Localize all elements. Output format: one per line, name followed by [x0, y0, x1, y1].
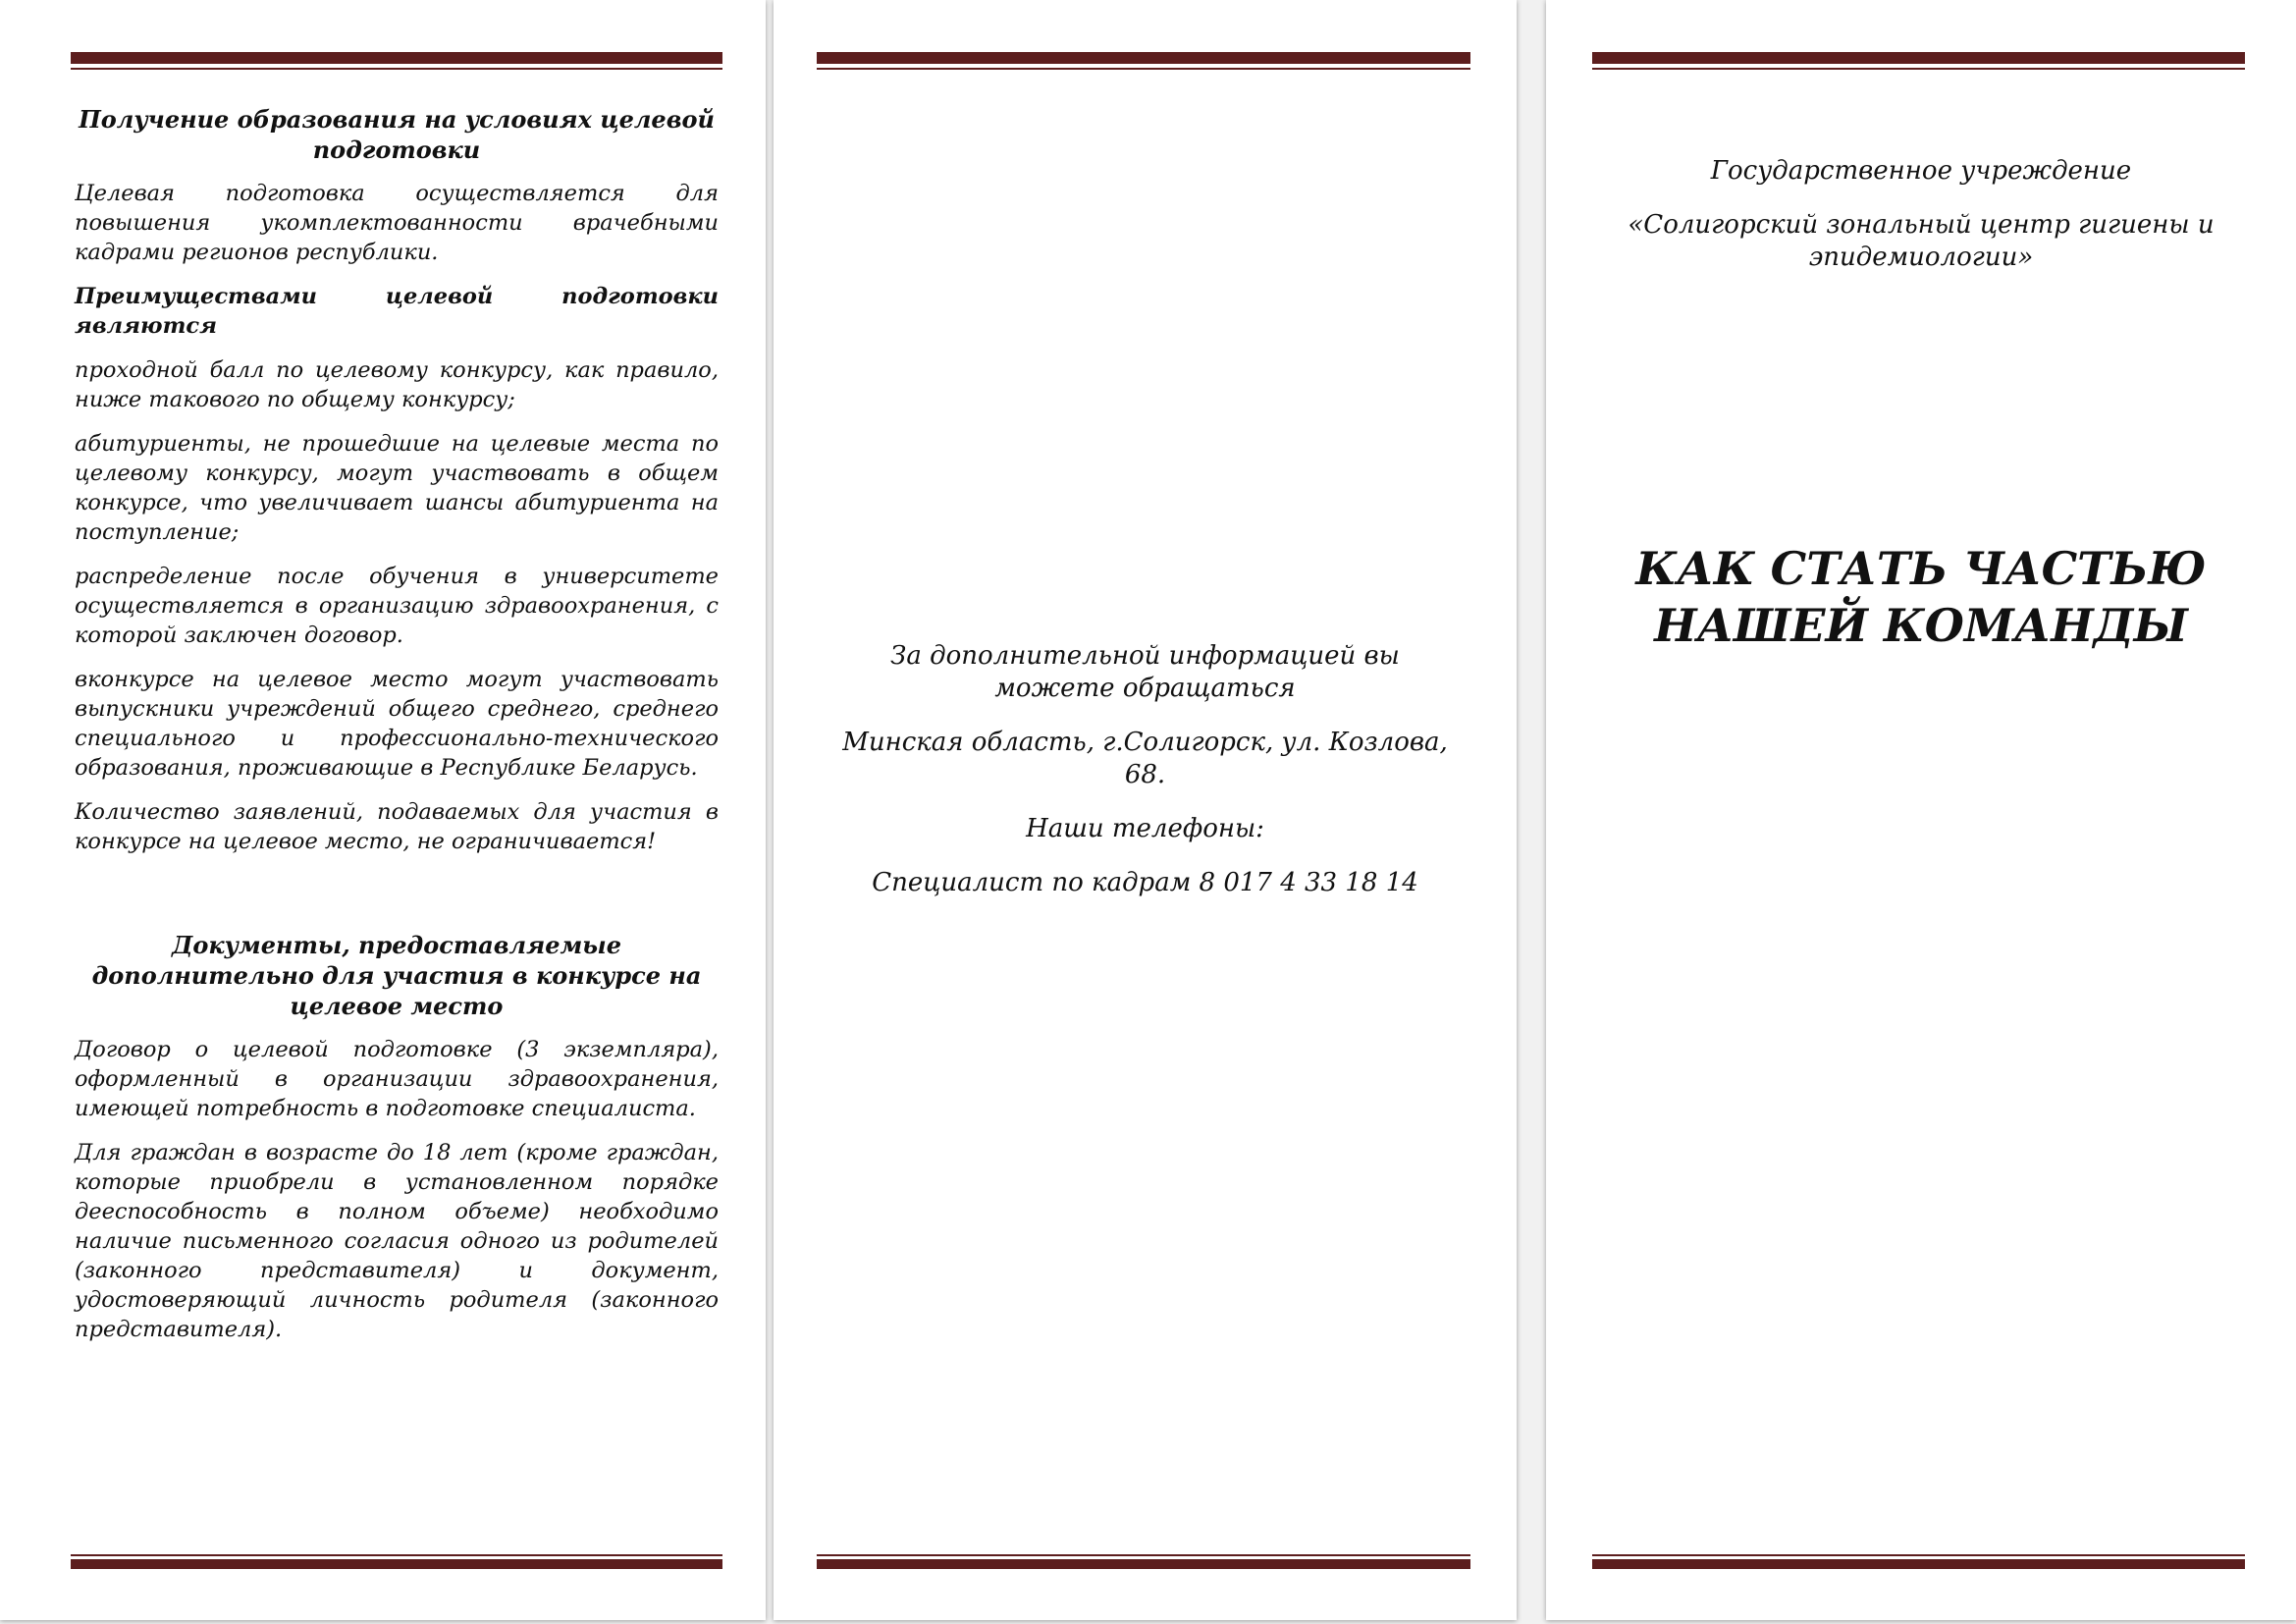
contact-block: [832, 640, 1458, 921]
organization-name: «Солигорский зональный центр гигиены и эпидемиологии»: [1628, 210, 2215, 272]
brochure-panel-middle: [774, 0, 1517, 1620]
document-item: Для граждан в возрасте до 18 лет (кроме граждан, которые приобрели в установленном порядке дееспособность в полном объеме) необходимо наличие письменного согласия одного из родителей (законного представителя) и документ, удостоверяющий личность родителя (законного представителя).: [75, 1140, 719, 1342]
documents-heading: Документы, предоставляемые дополнительно для участия в конкурсе на целевое место: [91, 931, 702, 1020]
intro-paragraph: Целевая подготовка осуществляется для повышения укомплектованности врачебными кадрами регионов республики.: [75, 181, 719, 265]
bottom-divider: [71, 1559, 722, 1569]
top-divider: [71, 52, 722, 64]
document-item: Договор о целевой подготовке (3 экземпляра), оформленный в организации здравоохранения, имеющей потребность в подготовке специалиста.: [75, 1037, 719, 1121]
contact-address: Минская область, г.Солигорск, ул. Козлова, 68.: [842, 728, 1448, 789]
advantages-title: Преимуществами целевой подготовки являются: [75, 284, 719, 339]
bottom-divider: [817, 1559, 1470, 1569]
top-divider: [1592, 52, 2245, 64]
phones-label: Наши телефоны:: [1026, 814, 1264, 843]
brochure-panel-left: [0, 0, 766, 1620]
brochure-panel-cover: [1546, 0, 2296, 1620]
bottom-divider: [1592, 1559, 2245, 1569]
advantage-item: вконкурсе на целевое место могут участвовать выпускники учреждений общего среднего, среднего специального и профессионально-технического образования, проживающие в Республике Беларусь.: [75, 667, 719, 781]
cover-title-line: НАШЕЙ КОМАНДЫ: [1654, 599, 2188, 652]
cover-title-line: КАК СТАТЬ ЧАСТЬЮ: [1635, 542, 2207, 595]
organization-block: [1605, 155, 2237, 296]
advantage-item: проходной балл по целевому конкурсу, как правило, ниже таковогo по общему конкурсу;: [75, 357, 719, 412]
contact-info-text: За дополнительной информацией вы можете обращаться: [890, 641, 1400, 703]
advantage-item: распределение после обучения в университете осуществляется в организацию здравоохранения, с которой заключен договор.: [75, 564, 719, 648]
hr-phone: Специалист по кадрам 8 017 4 33 18 14: [872, 868, 1418, 897]
advantage-item: Количество заявлений, подаваемых для участия в конкурсе на целевое место, не ограничивается!: [75, 799, 719, 854]
advantage-item: абитуриенты, не прошедшие на целевые места по целевому конкурсу, могут участвовать в общем конкурсе, что увеличивает шансы абитуриента на поступление;: [75, 431, 719, 545]
section-heading: Получение образования на условиях целевой подготовки: [79, 105, 715, 164]
cover-title: [1605, 540, 2237, 654]
organization-type: Государственное учреждение: [1710, 156, 2132, 186]
targeted-training-column: [75, 104, 719, 1359]
top-divider: [817, 52, 1470, 64]
